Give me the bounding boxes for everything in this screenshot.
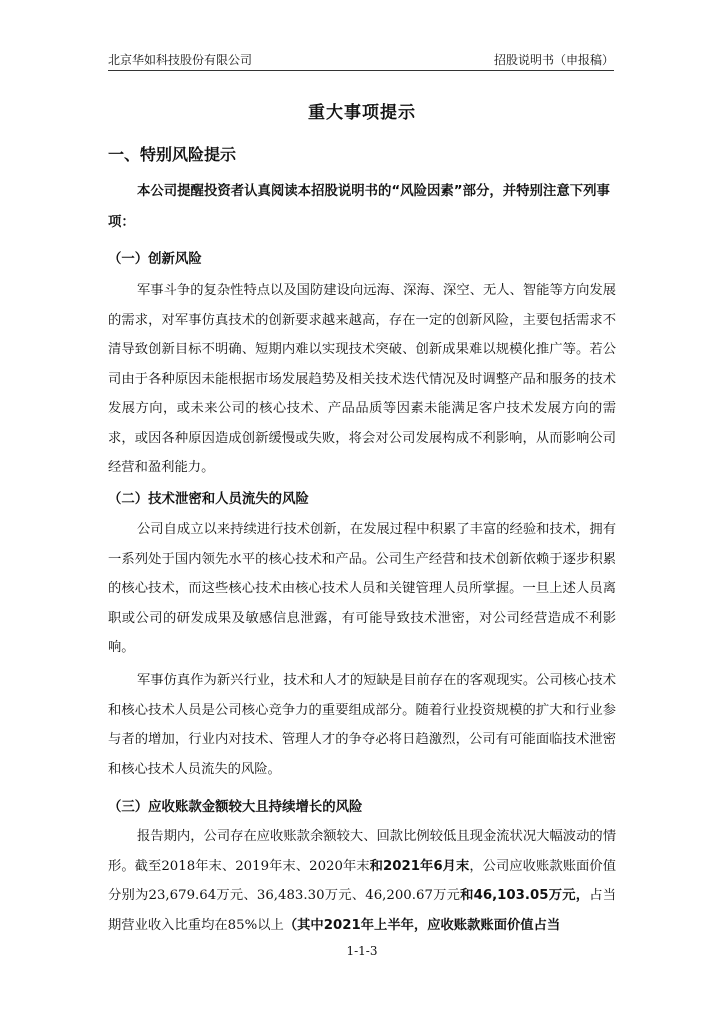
risk-receivables-paragraph <box>108 822 616 940</box>
receivables-bold-value: 和46,103.05万元， <box>460 888 590 903</box>
header-document-type: 招股说明书（申报稿） <box>493 53 614 67</box>
lead-paragraph: 本公司提醒投资者认真阅读本招股说明书的“风险因素”部分，并特别注意下列事项： <box>108 184 610 230</box>
receivables-text-1: 报告期内，公司存在应收账款余额较大、回款比例较低且现金流状况大幅波动的情形。截至2018年末、2019年末、2020年末 <box>108 829 616 874</box>
risk-heading-receivables: （三）应收账款金额较大且持续增长的风险 <box>108 800 363 815</box>
risk-heading-innovation: （一）创新风险 <box>108 252 202 267</box>
page-title: 重大事项提示 <box>308 103 416 123</box>
section-heading-special-risks: 一、特别风险提示 <box>108 145 237 164</box>
risk-innovation-paragraph: 军事斗争的复杂性特点以及国防建设向远海、深海、深空、无人、智能等方向发展的需求，对军事仿真技术的创新要求越来越高，存在一定的创新风险，主要包括需求不清导致创新目标不明确、短期内难以实现技术突破、创新成果难以规模化推广等。若公司由于各种原因未能根据市场发展趋势及相关技术迭代情况及时调整产品和服务的技术发展方向，或未来公司的核心技术、产品品质等因素未能满足客户技术发展方向的需求，或因各种原因造成创新缓慢或失败，将会对公司发展构成不利影响，从而影响公司经营和盈利能力。 <box>108 283 616 475</box>
header-company-name: 北京华如科技股份有限公司 <box>108 53 253 67</box>
receivables-text-3: 占当期营业收入比重均在85%以上 <box>108 888 616 933</box>
page-header <box>108 50 614 71</box>
page-number: 1-1-3 <box>346 944 378 958</box>
receivables-bold-period: 和2021年6月末 <box>369 858 470 874</box>
risk-tech-leak-paragraph-1: 公司自成立以来持续进行技术创新，在发展过程中积累了丰富的经验和技术，拥有一系列处于国内领先水平的核心技术和产品。公司生产经营和技术创新依赖于逐步积累的核心技术，而这些核心技术由核心技术人员和关键管理人员所掌握。一旦上述人员离职或公司的研发成果及敏感信息泄露，有可能导致技术泄密，对公司经营造成不利影响。 <box>108 522 616 655</box>
risk-tech-leak-paragraph-2: 军事仿真作为新兴行业，技术和人才的短缺是目前存在的客观现实。公司核心技术和核心技术人员是公司核心竞争力的重要组成部分。随着行业投资规模的扩大和行业参与者的增加，行业内对技术、管理人才的争夺必将日趋激烈，公司有可能面临技术泄密和核心技术人员流失的风险。 <box>108 673 616 777</box>
receivables-bold-note: （其中2021年上半年，应收账款账面价值占当 <box>283 917 561 933</box>
receivables-text-2: ，公司应收账款账面价值分别为23,679.64万元、36,483.30万元、46,200.67万元 <box>108 858 616 903</box>
risk-heading-tech-leak: （二）技术泄密和人员流失的风险 <box>108 492 309 507</box>
